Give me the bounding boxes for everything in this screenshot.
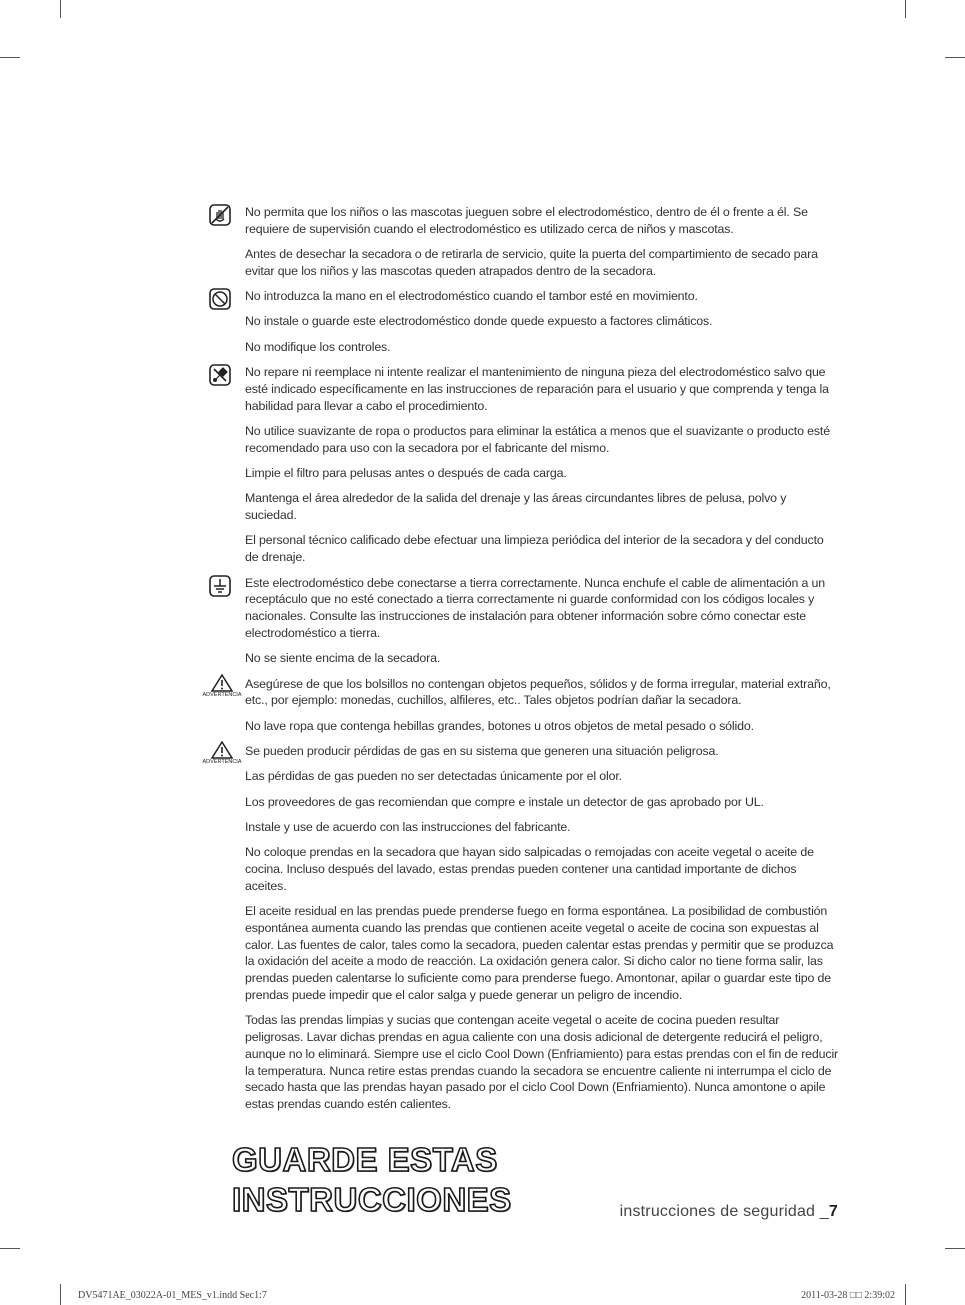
instruction-paragraph [245,768,840,785]
paragraph-text: Este electrodoméstico debe conectarse a tierra correctamente. Nunca enchufe el cable de alimentación a un receptáculo que no esté conectado a tierra correctamente ni guarde conformidad con los códigos locales y nacionales. Consulte las instrucciones de instalación para obtener información sobre cómo conectar este electrodoméstico a tierra. [245,575,826,640]
instruction-paragraph [202,676,840,710]
instruction-paragraph [245,490,840,524]
paragraph-text: No lave ropa que contenga hebillas grandes, botones u otros objetos de metal pesado o sólido. [245,718,754,733]
paragraph-text: Asegúrese de que los bolsillos no contengan objetos pequeños, sólidos y de forma irregular, material extraño, etc., por ejemplo: monedas, cuchillos, alfileres, etc.. Tales objetos podrían dañar la secadora. [245,676,831,708]
warning-icon [201,741,243,765]
instruction-paragraph [245,1012,840,1113]
paragraph-text: No modifique los controles. [245,339,391,354]
instruction-paragraph [245,364,840,414]
paragraph-text: El aceite residual en las prendas puede prenderse fuego en forma espontánea. La posibilidad de combustión espontánea aumenta cuando las prendas que contienen aceite vegetal o aceite de cocina son expuestas al calor. Las fuentes de calor, tales como la secadora, pueden calentar estas prendas y permitir que se produzca la oxidación del aceite a modo de reacción. La oxidación genera calor. Si dicho calor no tiene forma salir, las prendas pueden calentarse lo suficiente como para prenderse fuego. Amontonar, apilar o guardar este tipo de prendas puede impedir que el calor salga y puede generar un peligro de incendio. [245,904,834,1002]
paragraph-text: No coloque prendas en la secadora que hayan sido salpicadas o remojadas con aceite vegetal o aceite de cocina. Incluso después del lavado, estas prendas pueden contener una cantidad importante de dichos aceites. [245,845,814,893]
instruction-paragraph [202,743,840,765]
crop-mark-bottom-right [905,1284,906,1305]
page-footer [620,1203,838,1221]
prohibited-icon [209,288,231,310]
instruction-paragraph [245,246,840,280]
ground-icon [209,575,231,597]
crop-mark-left-top [0,57,20,58]
paragraph-text: No introduzca la mano en el electrodoméstico cuando el tambor esté en movimiento. [245,289,698,304]
paragraph-text: Instale y use de acuerdo con las instrucciones del fabricante. [245,819,571,834]
instruction-paragraph [245,288,840,305]
paragraph-text: No permita que los niños o las mascotas jueguen sobre el electrodoméstico, dentro de él o frente a él. Se requiere de supervisión cuando el electrodoméstico es utilizado cerca de niños y mascotas. [245,205,808,236]
instruction-paragraph [245,819,840,836]
instruction-paragraph [245,794,840,811]
instruction-paragraph [245,844,840,894]
print-slug-file: DV5471AE_03022A-01_MES_v1.indd Sec1:7 [78,1290,267,1301]
warning-icon [201,674,243,698]
paragraph-text: El personal técnico calificado debe efectuar una limpieza periódica del interior de la secadora y del conducto de drenaje. [245,533,824,565]
crop-mark-top-left [60,0,61,18]
paragraph-text: No se siente encima de la secadora. [245,651,441,666]
print-slug-date: 2011-03-28 □□ 2:39:02 [801,1290,895,1301]
crop-mark-bottom-left [60,1284,61,1305]
no-disassembly-icon [209,364,231,386]
page-number: 7 [828,1203,838,1220]
crop-mark-right-top [945,57,965,58]
instruction-paragraph [245,313,840,330]
crop-mark-right-bottom [945,1248,965,1249]
paragraph-text: Mantenga el área alrededor de la salida del drenaje y las áreas circundantes libres de pelusa, polvo y suciedad. [245,491,787,523]
instruction-paragraph [245,718,840,735]
instruction-paragraph [245,575,840,642]
page-title: GUARDE ESTAS INSTRUCCIONES [232,1141,512,1218]
paragraph-text: Los proveedores de gas recomiendan que compre e instale un detector de gas aprobado por UL. [245,794,764,809]
section-name: instrucciones de seguridad _ [619,1203,829,1220]
instruction-paragraph [245,465,840,482]
instruction-paragraph [245,650,840,667]
instruction-paragraph [245,532,840,566]
paragraph-text: Todas las prendas limpias y sucias que contengan aceite vegetal o aceite de cocina pueden resultar peligrosas. Lavar dichas prendas en agua caliente con una dosis adicional de detergente reducirá el peligro, aunque no lo eliminará. Siempre use el ciclo Cool Down (Enfriamiento) para estas prendas con el fin de reducir la temperatura. Nunca retire estas prendas cuando la secadora se encuentre caliente ni interrumpa el ciclo de secado hasta que las prendas hayan pasado por el ciclo Cool Down (Enfriamiento). Nunca amontone o apile estas prendas cuando estén calientes. [245,1013,839,1112]
paragraph-text: Antes de desechar la secadora o de retirarla de servicio, quite la puerta del compartimiento de secado para evitar que los niños y las mascotas queden atrapados dentro de la secadora. [245,247,818,278]
crop-mark-top-right [905,0,906,18]
paragraph-text: No instale o guarde este electrodoméstico donde quede expuesto a factores climáticos. [245,314,713,329]
warning-label: ADVERTENCIA [202,758,242,765]
paragraph-text: Limpie el filtro para pelusas antes o después de cada carga. [245,466,567,481]
paragraph-text: No repare ni reemplace ni intente realizar el mantenimiento de ninguna pieza del electrodoméstico salvo que esté indicado específicamente en las instrucciones de reparación para el usuario y que comprenda y tenga la habilidad para llevar a cabo el procedimiento. [245,365,829,413]
paragraph-text: Las pérdidas de gas pueden no ser detectadas únicamente por el olor. [245,769,622,784]
instruction-paragraph [245,204,840,238]
paragraph-text: No utilice suavizante de ropa o productos para eliminar la estática a menos que el suavizante o producto esté recomendado para uso con la secadora por el fabricante del mismo. [245,423,830,455]
instruction-paragraph [245,903,840,1004]
no-children-play-icon [209,204,231,226]
crop-mark-left-bottom [0,1248,20,1249]
warning-label: ADVERTENCIA [202,691,242,698]
instruction-paragraph [245,339,840,356]
paragraph-text: Se pueden producir pérdidas de gas en su sistema que generen una situación peligrosa. [245,743,719,758]
safety-instructions [202,204,840,1122]
instruction-paragraph [245,423,840,457]
